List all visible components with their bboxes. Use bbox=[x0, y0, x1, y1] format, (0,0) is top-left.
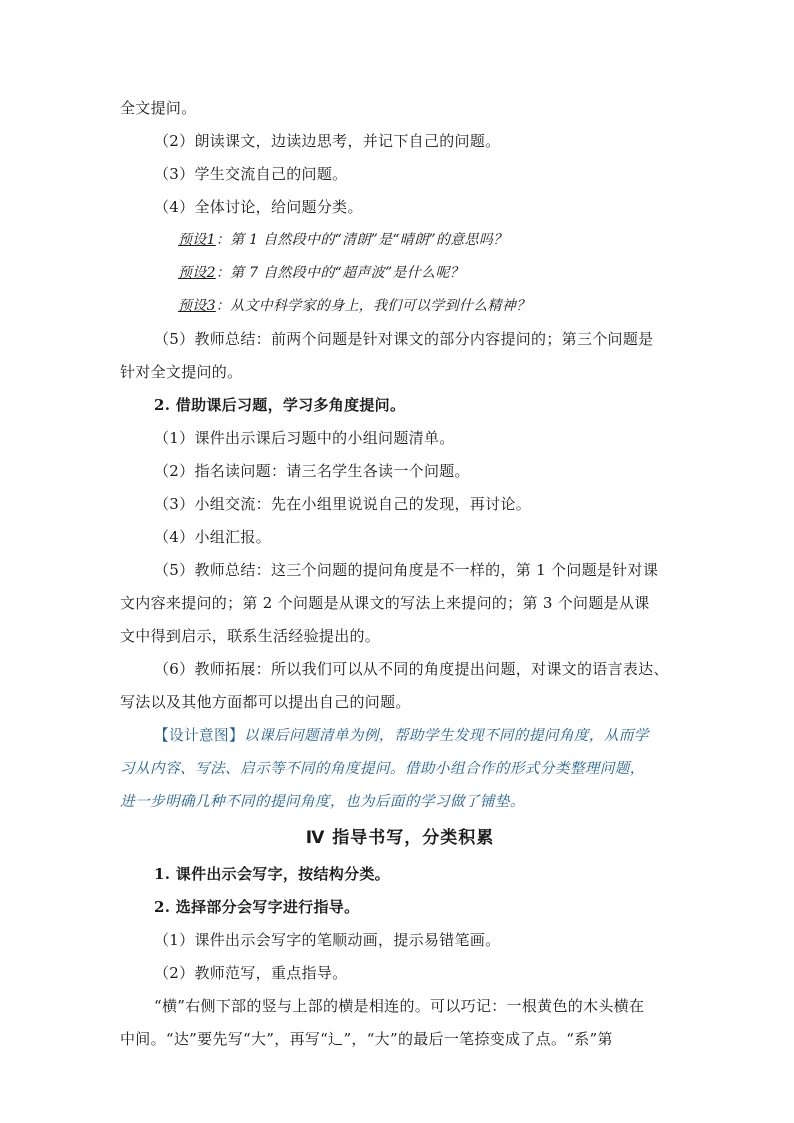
preset-2-text: ：第 7 自然段中的“超声波”是什么呢？ bbox=[215, 265, 464, 281]
sub-step-5-line-3: 文中得到启示，联系生活经验提出的。 bbox=[120, 627, 381, 645]
preset-1-tag: 预设1 bbox=[178, 232, 216, 248]
sub-step-1: （1）课件出示课后习题中的小组问题清单。 bbox=[154, 429, 455, 447]
preset-3-tag: 预设3 bbox=[178, 298, 216, 314]
preset-1-text: ：第 1 自然段中的“清朗”是“晴朗”的意思吗？ bbox=[215, 232, 508, 248]
step-5-line-2: 针对全文提问的。 bbox=[120, 363, 243, 381]
subsection-2-heading: 2. 借助课后习题，学习多角度提问。 bbox=[154, 396, 406, 414]
sub-step-5-line-1: （5）教师总结：这三个问题的提问角度是不一样的，第 1 个问题是针对课 bbox=[154, 561, 659, 579]
sub-step-2: （2）指名读问题：请三名学生各读一个问题。 bbox=[154, 462, 470, 480]
step-5-line-1: （5）教师总结：前两个问题是针对课文的部分内容提问的；第三个问题是 bbox=[154, 330, 654, 348]
preset-1 bbox=[120, 224, 680, 257]
writing-step-1: 1. 课件出示会写字，按结构分类。 bbox=[154, 865, 390, 883]
writing-note-line-2: 中间。“达”要先写“大”，再写“辶”，“大”的最后一笔捺变成了点。“系”第 bbox=[120, 1030, 613, 1048]
design-intent-text: 以课后问题清单为例，帮助学生发现不同的提问角度，从而学 bbox=[243, 727, 649, 744]
writing-sub-2: （2）教师范写，重点指导。 bbox=[154, 964, 348, 982]
sub-step-4: （4）小组汇报。 bbox=[154, 528, 271, 546]
preset-3 bbox=[120, 290, 680, 323]
document-page bbox=[120, 92, 680, 1056]
writing-note-line-1: “横”右侧下部的竖与上部的横是相连的。可以巧记：一根黄色的木头横在 bbox=[154, 997, 645, 1015]
design-intent-line-3: 进一步明确几种不同的提问角度，也为后面的学习做了铺垫。 bbox=[120, 793, 525, 810]
writing-step-2: 2. 选择部分会写字进行指导。 bbox=[154, 898, 360, 916]
step-4: （4）全体讨论，给问题分类。 bbox=[154, 198, 363, 216]
step-2: （2）朗读课文，边读边思考，并记下自己的问题。 bbox=[154, 132, 501, 150]
sub-step-6-line-2: 写法以及其他方面都可以提出自己的问题。 bbox=[120, 693, 411, 711]
step-3: （3）学生交流自己的问题。 bbox=[154, 165, 348, 183]
sub-step-5-line-2: 文内容来提问的；第 2 个问题是从课文的写法上来提问的；第 3 个问题是从课 bbox=[120, 594, 650, 612]
preset-3-text: ：从文中科学家的身上，我们可以学到什么精神？ bbox=[215, 298, 531, 314]
writing-sub-1: （1）课件出示会写字的笔顺动画，提示易错笔画。 bbox=[154, 931, 501, 949]
preset-2-tag: 预设2 bbox=[178, 265, 216, 281]
design-intent-line-2: 习从内容、写法、启示等不同的角度提问。借助小组合作的形式分类整理问题， bbox=[120, 760, 645, 777]
preset-2 bbox=[120, 257, 680, 290]
sub-step-3: （3）小组交流：先在小组里说说自己的发现，再讨论。 bbox=[154, 495, 532, 513]
design-intent-label: 【设计意图】 bbox=[154, 727, 244, 744]
sub-step-6-line-1: （6）教师拓展：所以我们可以从不同的角度提出问题，对课文的语言表达、 bbox=[154, 660, 669, 678]
text-line: 全文提问。 bbox=[120, 99, 197, 117]
section-heading: Ⅳ 指导书写，分类积累 bbox=[305, 828, 495, 848]
design-intent-line-1 bbox=[120, 719, 680, 752]
